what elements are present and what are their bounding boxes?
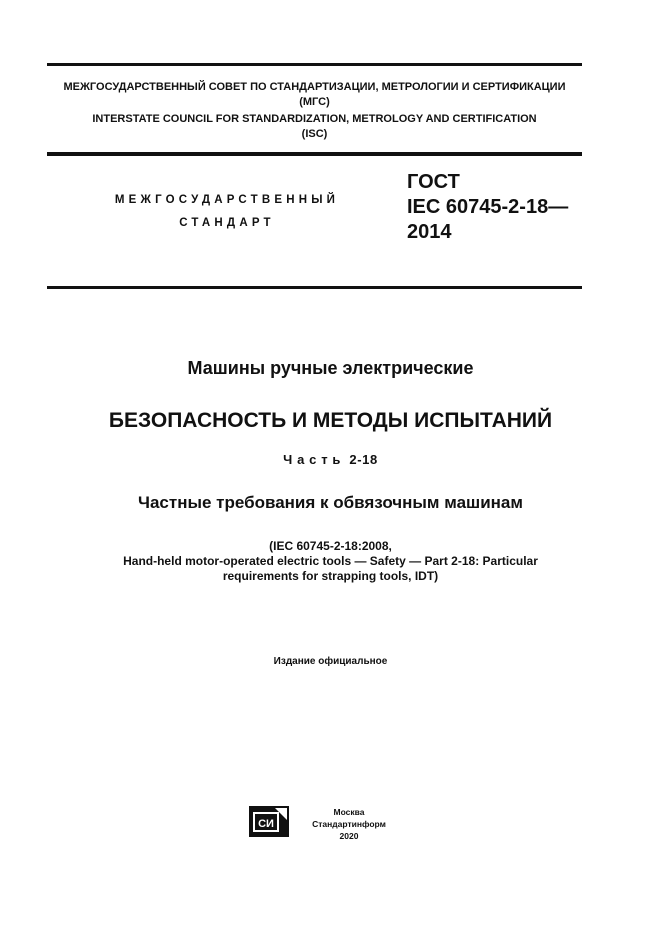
gost-code-line2: IEC 60745-2-18—: [407, 196, 569, 218]
publisher-info: [304, 806, 394, 842]
document-title: Машины ручные электрические: [187, 358, 474, 378]
publisher-name: Стандартинформ: [312, 819, 386, 829]
gost-code-line3: 2014: [407, 221, 452, 243]
edition-note: Издание официальное: [273, 656, 388, 667]
reference-line1: (IEC 60745-2-18:2008,: [269, 539, 392, 553]
publisher-city: Москва: [333, 807, 365, 817]
logo-letters: СИ: [258, 818, 274, 830]
part-title: Частные требования к обвязочным машинам: [138, 493, 523, 512]
council-russian: [47, 80, 582, 110]
publisher-year: 2020: [339, 831, 359, 841]
council-english-name: INTERSTATE COUNCIL FOR STANDARDIZATION, METROLOGY AND CERTIFICATION: [92, 113, 537, 125]
reference-line3: requirements for strapping tools, IDT): [222, 569, 439, 583]
gost-code-line1: ГОСТ: [407, 171, 460, 193]
council-english: [47, 112, 582, 142]
council-english-abbr: (ISC): [301, 128, 328, 140]
publisher-logo: [249, 806, 289, 837]
standartinform-logo-icon: [249, 806, 289, 837]
council-russian-abbr: (МГС): [299, 96, 330, 108]
standard-type-line1: МЕЖГОСУДАРСТВЕННЫЙ: [114, 194, 340, 206]
reference-line2: Hand-held motor-operated electric tools — Safety — Part 2-18: Particular: [123, 554, 538, 568]
gost-code: [407, 170, 587, 245]
header-rule: [47, 152, 582, 156]
international-reference: [0, 539, 661, 584]
top-rule: [47, 63, 582, 66]
council-russian-name: МЕЖГОСУДАРСТВЕННЫЙ СОВЕТ ПО СТАНДАРТИЗАЦИИ, МЕТРОЛОГИИ И СЕРТИФИКАЦИИ: [63, 81, 566, 93]
document-subtitle: БЕЗОПАСНОСТЬ И МЕТОДЫ ИСПЫТАНИЙ: [108, 409, 553, 432]
standard-type-line2: СТАНДАРТ: [179, 217, 275, 229]
part-number: Ч а с т ь 2-18: [283, 452, 378, 467]
code-rule: [47, 286, 582, 289]
standard-type-label: [47, 189, 407, 235]
